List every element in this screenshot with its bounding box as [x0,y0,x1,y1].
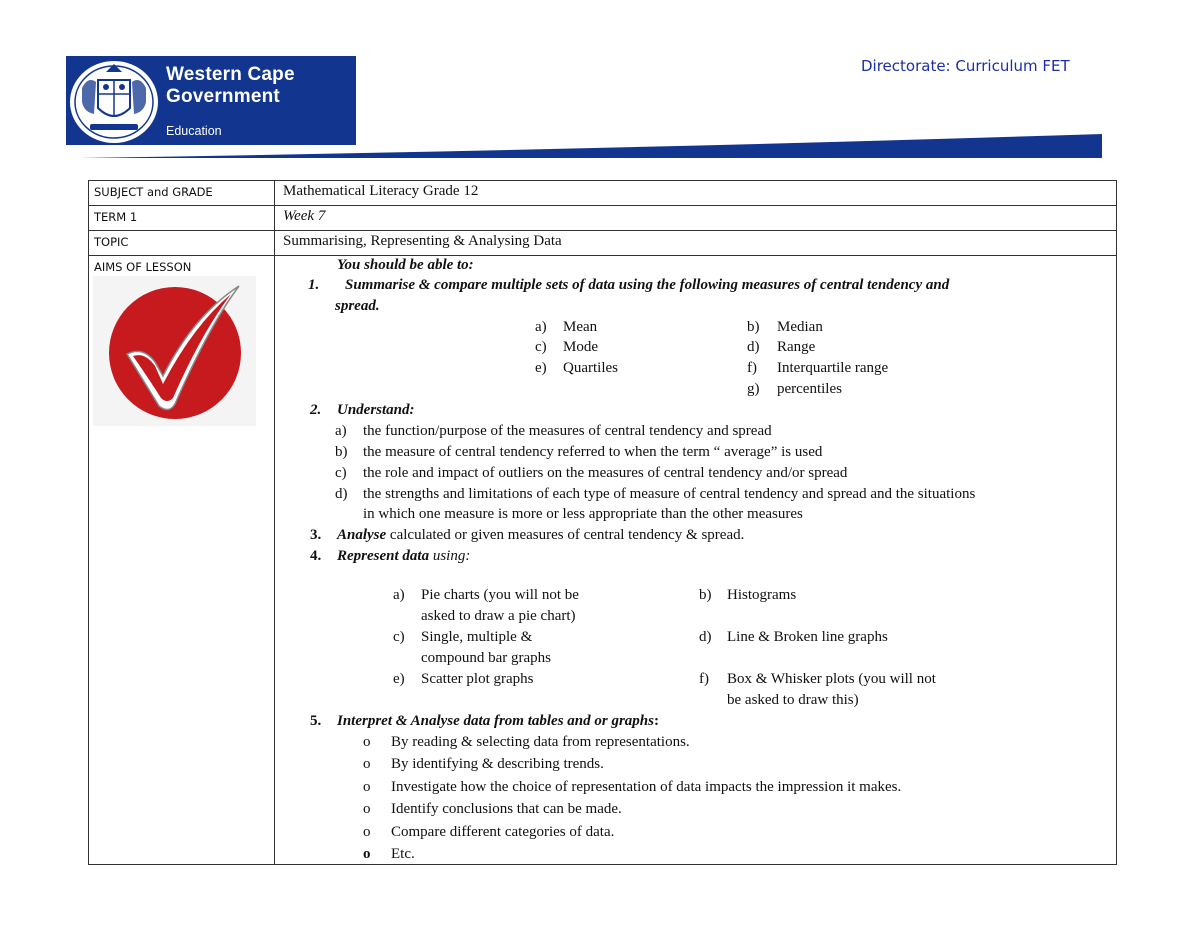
aim1-item-text: Quartiles [563,360,618,376]
aim2-item-text: the role and impact of outliers on the measures of central tendency and/or spread [363,465,848,481]
aim5-bullet-text: Etc. [391,846,415,862]
aim1-item-text: Interquartile range [777,360,889,376]
circle-bullet-icon: o [363,756,371,772]
aim2-item-letter: b) [335,444,348,460]
aim2-item-text: the function/purpose of the measures of central tendency and spread [363,423,772,439]
aim4-item-text-cont: compound bar graphs [421,650,551,666]
aim5-title-text: Interpret & Analyse data from tables and or graphs [337,713,654,729]
aim4-item-text: Single, multiple & [421,629,533,645]
topic-row [89,231,1117,256]
logo-line-western-cape: Western Cape [166,64,295,85]
aim2-item-text: the strengths and limitations of each type of measure of central tendency and spread and the situations [363,486,976,502]
aims-content [275,256,1116,864]
aim3-text [337,526,744,544]
subject-row [89,181,1117,206]
aim1-number: 1. [308,277,320,293]
aim3-bold: Analyse [337,527,387,543]
term-label: TERM 1 [89,206,275,231]
aim4-number: 4. [310,548,322,564]
term-value: Week 7 [275,206,1117,231]
aim1-item-text: Range [777,339,816,355]
aim4-item-text: Histograms [727,587,797,603]
checkmark-icon [93,276,256,426]
aim5-bullet-text: By identifying & describing trends. [391,756,604,772]
aim3-rest: calculated or given measures of central tendency & spread. [386,527,745,543]
aim1-line2: spread. [335,298,380,314]
lesson-plan-table [88,180,1117,865]
aims-row [89,256,1117,865]
directorate-title: Directorate: Curriculum FET [861,57,1070,75]
aim4-item-letter: a) [393,587,405,603]
aim4-item-text-cont: be asked to draw this) [727,692,859,708]
aim2-title: Understand: [337,402,415,418]
aim1-item-letter: g) [747,381,760,397]
aim5-bullet-text: Identify conclusions that can be made. [391,801,622,817]
aim1-item-letter: a) [535,319,547,335]
aim4-item-letter: d) [699,629,712,645]
aim2-item-continuation: in which one measure is more or less appropriate than the other measures [363,506,803,522]
topic-value: Summarising, Representing & Analysing Data [275,231,1117,256]
aim1-item-text: percentiles [777,381,842,397]
subject-label: SUBJECT and GRADE [89,181,275,206]
circle-bullet-icon: o [363,846,371,862]
aim2-item-letter: a) [335,423,347,439]
topic-label: TOPIC [89,231,275,256]
aim5-bullet-text: By reading & selecting data from representations. [391,734,690,750]
term-row [89,206,1117,231]
aim4-item-letter: f) [699,671,709,687]
aim4-bold: Represent data [337,548,430,564]
aim1-item-letter: e) [535,360,547,376]
circle-bullet-icon: o [363,801,371,817]
aim1-item-text: Median [777,319,823,335]
aim4-text [337,547,470,565]
aim1-item-letter: b) [747,319,760,335]
aim4-item-letter: c) [393,629,405,645]
aim4-rest: using: [429,548,471,564]
header-swoosh [80,132,1102,160]
logo-line-government: Government [166,86,280,107]
subject-value: Mathematical Literacy Grade 12 [275,181,1117,206]
aim4-item-text-cont: asked to draw a pie chart) [421,608,576,624]
aims-content-cell [275,256,1117,865]
aim5-bullet-text: Investigate how the choice of representation of data impacts the impression it makes. [391,779,902,795]
aims-intro: You should be able to: [337,257,474,273]
aim4-item-letter: e) [393,671,405,687]
aim2-item-letter: c) [335,465,347,481]
aim4-item-letter: b) [699,587,712,603]
aim4-item-text: Pie charts (you will not be [421,587,579,603]
aim5-title-colon: : [653,713,659,729]
circle-bullet-icon: o [363,734,371,750]
aim4-item-text: Scatter plot graphs [421,671,534,687]
aim4-item-text: Line & Broken line graphs [727,629,888,645]
circle-bullet-icon: o [363,779,371,795]
aim2-item-text: the measure of central tendency referred to when the term “ average” is used [363,444,823,460]
aims-label-cell [89,256,275,865]
aim1-item-text: Mode [563,339,598,355]
aim3-number: 3. [310,527,322,543]
aims-label: AIMS OF LESSON [94,260,192,274]
aim1-item-text: Mean [563,319,598,335]
aim2-number: 2. [310,402,322,418]
aim4-item-text: Box & Whisker plots (you will not [727,671,936,687]
aim1-item-letter: f) [747,360,757,376]
logo-line-education: Education [166,124,222,138]
aim1-item-letter: d) [747,339,760,355]
circle-bullet-icon: o [363,824,371,840]
aim5-bullet-text: Compare different categories of data. [391,824,615,840]
aim5-title [337,712,659,730]
aim1-line1: Summarise & compare multiple sets of data using the following measures of central tendency and [345,277,950,293]
aim5-number: 5. [310,713,322,729]
aim1-item-letter: c) [535,339,547,355]
aim2-item-letter: d) [335,486,348,502]
